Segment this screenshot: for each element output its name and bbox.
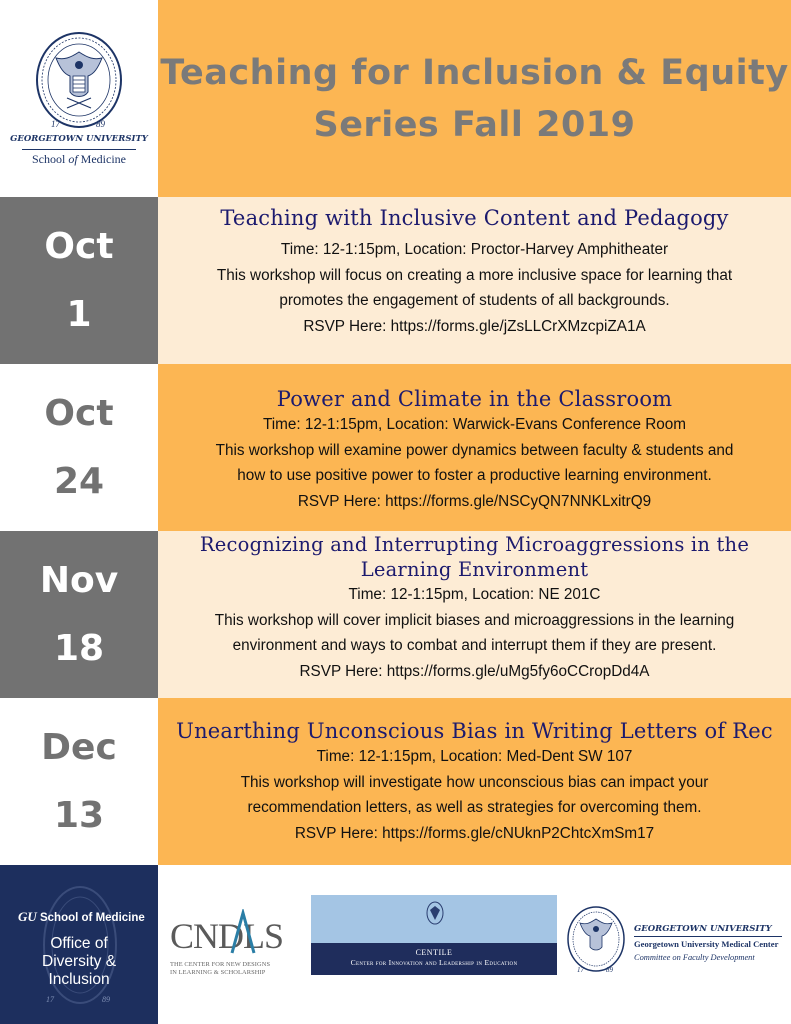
school-name: School of Medicine bbox=[31, 152, 126, 166]
gumc-year-right: 89 bbox=[606, 966, 613, 974]
centile-name: CENTILE bbox=[415, 948, 453, 957]
event-details-dec-13 bbox=[158, 698, 791, 865]
event-day: 24 bbox=[53, 460, 105, 502]
event-title: Unearthing Unconscious Bias in Writing Letters of Rec bbox=[176, 719, 773, 743]
gumc-divider bbox=[634, 936, 782, 937]
event-details-oct-1 bbox=[158, 197, 791, 364]
gumc-committee-name: Committee on Faculty Development bbox=[634, 953, 755, 962]
event-time-location: Time: 12-1:15pm, Location: Proctor-Harvey Amphitheater bbox=[280, 241, 669, 258]
event-title: Teaching with Inclusive Content and Pedagogy bbox=[220, 206, 729, 230]
gumc-seal-icon bbox=[566, 905, 626, 975]
university-name: GEORGETOWN UNIVERSITY bbox=[10, 134, 148, 144]
event-day: 1 bbox=[66, 293, 92, 335]
event-description-line-2: how to use positive power to foster a productive learning environment. bbox=[237, 467, 712, 484]
centile-band bbox=[311, 943, 557, 975]
odi-title bbox=[42, 935, 116, 989]
event-month: Oct bbox=[44, 392, 114, 434]
event-time-location: Time: 12-1:15pm, Location: Warwick-Evans Conference Room bbox=[262, 416, 687, 433]
seal-divider bbox=[22, 149, 136, 150]
odi-line-3: Inclusion bbox=[48, 971, 110, 988]
event-time-location: Time: 12-1:15pm, Location: NE 201C bbox=[348, 586, 601, 603]
odi-logo bbox=[0, 865, 158, 1024]
event-title: Power and Climate in the Classroom bbox=[276, 387, 673, 411]
event-day: 13 bbox=[53, 794, 105, 836]
seal-year-right: 89 bbox=[96, 119, 105, 129]
event-description-line-1: This workshop will examine power dynamics between faculty & students and bbox=[215, 441, 734, 459]
seal-year-left: 17 bbox=[51, 119, 60, 129]
event-day: 18 bbox=[53, 627, 105, 669]
event-rsvp-link[interactable]: RSVP Here: https://forms.gle/jZsLLCrXMzcpiZA1A bbox=[303, 317, 646, 335]
event-title-line-2: Learning Environment bbox=[360, 558, 589, 581]
event-description-line-2: recommendation letters, as well as strategies for overcoming them. bbox=[247, 799, 702, 816]
cndls-logo bbox=[170, 915, 300, 985]
header-logo-panel bbox=[0, 0, 158, 197]
cndls-subtitle-1: THE CENTER FOR NEW DESIGNS bbox=[170, 961, 271, 968]
event-date-dec-13 bbox=[0, 698, 158, 865]
event-month: Oct bbox=[44, 225, 114, 267]
event-rsvp-link[interactable]: RSVP Here: https://forms.gle/cNUknP2ChtcXmSm17 bbox=[294, 824, 655, 842]
centile-full-name: Center for Innovation and Leadership in Education bbox=[350, 958, 518, 967]
event-description-line-1: This workshop will focus on creating a more inclusive space for learning that bbox=[216, 266, 733, 284]
georgetown-seal-icon bbox=[34, 30, 124, 130]
odi-line-1: Office of bbox=[50, 935, 108, 952]
centile-seal-icon bbox=[426, 901, 444, 925]
cndls-logo-icon bbox=[228, 909, 258, 959]
event-description-line-1: This workshop will cover implicit biases and microaggressions in the learning bbox=[214, 611, 735, 629]
odi-line-2: Diversity & bbox=[42, 953, 117, 970]
page-title-line-2: Series Fall 2019 bbox=[313, 104, 636, 145]
page-title-line-1: Teaching for Inclusion & Equity bbox=[160, 52, 789, 93]
odi-prefix: GU bbox=[18, 909, 37, 924]
event-date-oct-1 bbox=[0, 197, 158, 364]
event-rsvp-link[interactable]: RSVP Here: https://forms.gle/uMg5fy6oCCropDd4A bbox=[299, 662, 650, 680]
event-month: Nov bbox=[39, 559, 119, 601]
header-title-panel bbox=[158, 0, 791, 197]
event-date-oct-24 bbox=[0, 364, 158, 531]
gumc-center-name: Georgetown University Medical Center bbox=[634, 939, 779, 949]
cndls-subtitle-2: IN LEARNING & SCHOLARSHIP bbox=[170, 969, 266, 976]
event-rsvp-link[interactable]: RSVP Here: https://forms.gle/NSCyQN7NNKLxitrQ9 bbox=[297, 492, 652, 510]
event-description-line-2: environment and ways to combat and interrupt them if they are present. bbox=[232, 637, 717, 654]
event-date-nov-18 bbox=[0, 531, 158, 698]
event-description-line-1: This workshop will investigate how unconscious bias can impact your bbox=[240, 773, 709, 791]
event-time-location: Time: 12-1:15pm, Location: Med-Dent SW 107 bbox=[316, 748, 633, 765]
cndls-wordmark: CNDLS bbox=[170, 916, 284, 956]
odi-heading bbox=[18, 909, 145, 925]
event-month: Dec bbox=[41, 726, 117, 768]
gumc-university-name: GEORGETOWN UNIVERSITY bbox=[634, 924, 772, 934]
odi-year-left: 17 bbox=[46, 995, 54, 1004]
event-details-nov-18 bbox=[158, 531, 791, 698]
event-title-line-1: Recognizing and Interrupting Microaggressions in the bbox=[199, 533, 750, 556]
event-details-oct-24 bbox=[158, 364, 791, 531]
odi-school: School of Medicine bbox=[39, 912, 145, 924]
event-description-line-2: promotes the engagement of students of all backgrounds. bbox=[279, 292, 670, 309]
odi-year-right: 89 bbox=[102, 995, 110, 1004]
gumc-year-left: 17 bbox=[577, 966, 584, 974]
